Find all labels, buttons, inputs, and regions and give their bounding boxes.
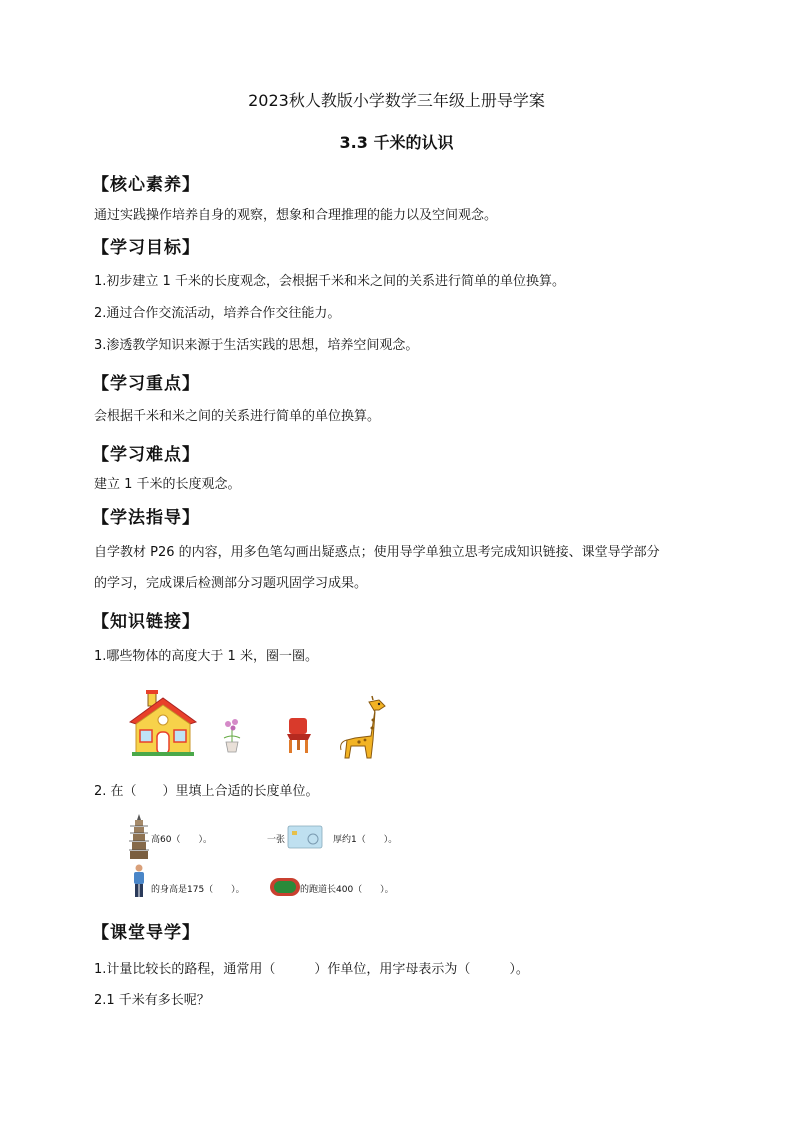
core-text: 通过实践操作培养自身的观察，想象和合理推理的能力以及空间观念。: [94, 208, 498, 223]
method-line: 自学教材 P26 的内容，用多色笔勾画出疑惑点；使用导学单独立思考完成知识链接、课堂导学部分: [94, 545, 660, 560]
chair-icon: [284, 716, 314, 754]
goal-item: 2.通过合作交流活动，培养合作交往能力。: [94, 306, 341, 321]
class-heading: 【课堂导学】: [92, 923, 200, 943]
flower-pot-icon: [220, 718, 244, 754]
track-fill-text: 的跑道长400（ ）。: [300, 885, 394, 895]
core-heading: 【核心素养】: [92, 175, 200, 195]
person-icon: [130, 864, 148, 898]
method-line: 的学习，完成课后检测部分习题巩固学习成果。: [94, 576, 368, 591]
house-icon: [128, 688, 198, 758]
tower-icon: [128, 814, 150, 860]
class-item: 1.计量比较长的路程，通常用（ ）作单位，用字母表示为（ ）。: [94, 962, 529, 977]
goal-item: 3.渗透教学知识来源于生活实践的思想，培养空间观念。: [94, 338, 419, 353]
lesson-title: 3.3 千米的认识: [339, 133, 454, 152]
method-heading: 【学法指导】: [92, 508, 200, 528]
track-icon: [270, 878, 300, 896]
class-item: 2.1 千米有多长呢？: [94, 993, 210, 1008]
difficulty-text: 建立 1 千米的长度观念。: [94, 477, 241, 492]
goal-item: 1.初步建立 1 千米的长度观念，会根据千米和米之间的关系进行简单的单位换算。: [94, 274, 565, 289]
card-icon: [288, 826, 322, 848]
link-heading: 【知识链接】: [92, 612, 200, 632]
goals-heading: 【学习目标】: [92, 238, 200, 258]
link-question-1: 1.哪些物体的高度大于 1 米，圈一圈。: [94, 649, 318, 664]
key-text: 会根据千米和米之间的关系进行简单的单位换算。: [94, 409, 381, 424]
giraffe-icon: [335, 696, 391, 760]
key-heading: 【学习重点】: [92, 374, 200, 394]
document-title: 2023秋人教版小学数学三年级上册导学案: [248, 91, 545, 110]
card-suffix-text: 厚约1（ ）。: [333, 835, 398, 845]
card-prefix-text: 一张: [267, 835, 286, 845]
tower-fill-text: 高60（ ）。: [151, 835, 212, 845]
person-fill-text: 的身高是175（ ）。: [151, 885, 245, 895]
difficulty-heading: 【学习难点】: [92, 445, 200, 465]
link-question-2: 2. 在（ ）里填上合适的长度单位。: [94, 784, 319, 799]
